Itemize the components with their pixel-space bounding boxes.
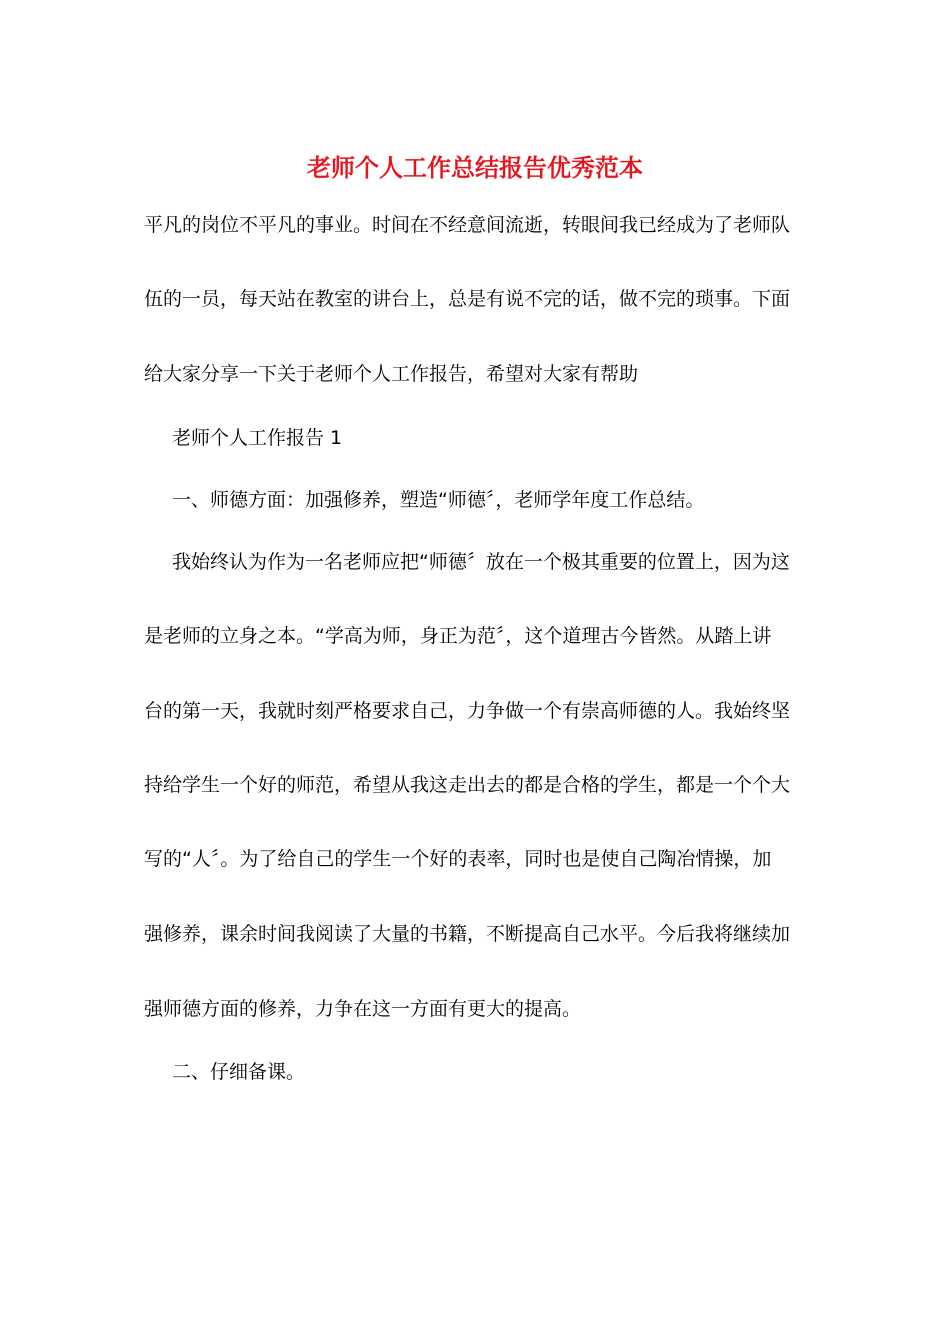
paragraph-line: 持给学生一个好的师范，希望从我这走出去的都是合格的学生，都是一个个大 <box>144 774 791 796</box>
paragraph-line: 是老师的立身之本。“学高为师，身正为范〞，这个道理古今皆然。从踏上讲 <box>144 625 772 647</box>
paragraph-line: 给大家分享一下关于老师个人工作报告，希望对大家有帮助 <box>144 363 639 385</box>
paragraph-line: 写的“人〞。为了给自己的学生一个好的表率，同时也是使自己陶冶情操，加 <box>144 848 772 870</box>
paragraph-line: 强修养，课余时间我阅读了大量的书籍，不断提高自己水平。今后我将继续加 <box>144 923 791 945</box>
subsection-heading: 一、师德方面：加强修养，塑造“师德〞，老师学年度工作总结。 <box>172 489 705 511</box>
paragraph-line: 伍的一员，每天站在教室的讲台上，总是有说不完的话，做不完的琐事。下面 <box>144 288 791 310</box>
paragraph-line: 强师德方面的修养，力争在这一方面有更大的提高。 <box>144 998 582 1020</box>
subsection-heading: 二、仔细备课。 <box>172 1061 306 1083</box>
section-heading: 老师个人工作报告 1 <box>172 427 343 449</box>
paragraph-line: 平凡的岗位不平凡的事业。时间在不经意间流逝，转眼间我已经成为了老师队 <box>144 214 791 236</box>
paragraph-line: 台的第一天，我就时刻严格要求自己，力争做一个有崇高师德的人。我始终坚 <box>144 700 791 722</box>
paragraph-line: 我始终认为作为一名老师应把“师德〞放在一个极其重要的位置上，因为这 <box>172 551 790 573</box>
document-title: 老师个人工作总结报告优秀范本 <box>307 153 643 182</box>
